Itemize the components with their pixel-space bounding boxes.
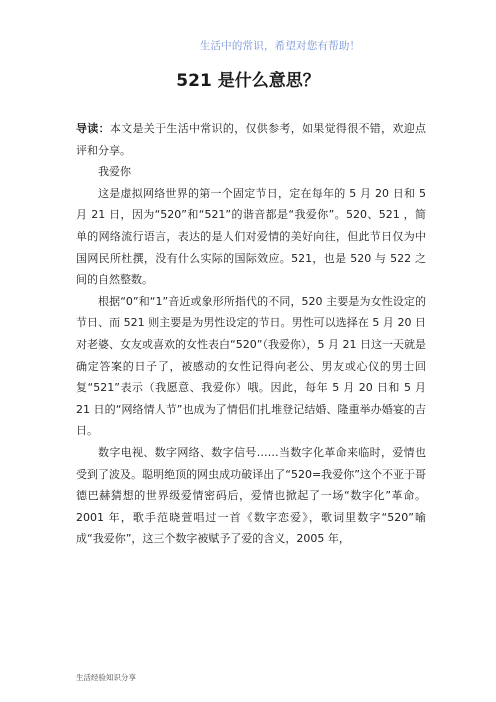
intro-text: 本文是关于生活中常识的，仅供参考，如果觉得很不错，欢迎点评和分享。 — [76, 122, 427, 157]
body-paragraph: 数字电视、数字网络、数字信号……当数字化革命来临时，爱情也受到了波及。聪明绝顶的网虫成功破译出了“520=我爱你”这个不亚于哥德巴赫猜想的世界级爱情密码后，爱情也掀起了一场“数字化”革命。2001 年，歌手范晓萱唱过一首《数字恋爱》，歌词里数字“520”喻成“我爱你”，这三个数字被赋予了爱的含义，2005 年， — [76, 445, 426, 546]
footer-note: 生活经验知识分享 — [76, 673, 136, 682]
intro-paragraph — [76, 118, 426, 161]
intro-label: 导读： — [76, 122, 110, 135]
document-body — [76, 118, 426, 550]
body-paragraph: 我爱你 — [98, 165, 131, 179]
body-paragraph: 根据“0”和“1”音近或象形所指代的不同，520 主要是为女性设定的节日、而 521 则主要是为男性设定的节日。男性可以选择在 5 月 20 日对老婆、女友或喜欢的女性表白“520”（我爱你），5 月 21 日这一天就是确定答案的日子了，被感动的女性记得向老公、男友或心仪的男士回复“521”表示（我愿意、我爱你）哦。因此，每年 5 月 20 日和 5 月 21 日的“网络情人节”也成为了情侣们扎堆登记结婚、隆重举办婚宴的吉日。 — [76, 294, 426, 438]
body-paragraph: 这是虚拟网络世界的第一个固定节日，定在每年的 5 月 20 日和 5 月 21 日，因为“520”和“521”的谐音都是“我爱你”。520、521 ，简单的网络流行语言，表达的是人们对爱情的美好向往，但此节日仅为中国网民所杜撰，没有什么实际的国际效应。521，也是 520 与 522 之间的自然整数。 — [76, 186, 426, 287]
header-note: 生活中的常识，希望对您有帮助！ — [199, 40, 361, 52]
page-title: 521 是什么意思？ — [176, 71, 320, 91]
